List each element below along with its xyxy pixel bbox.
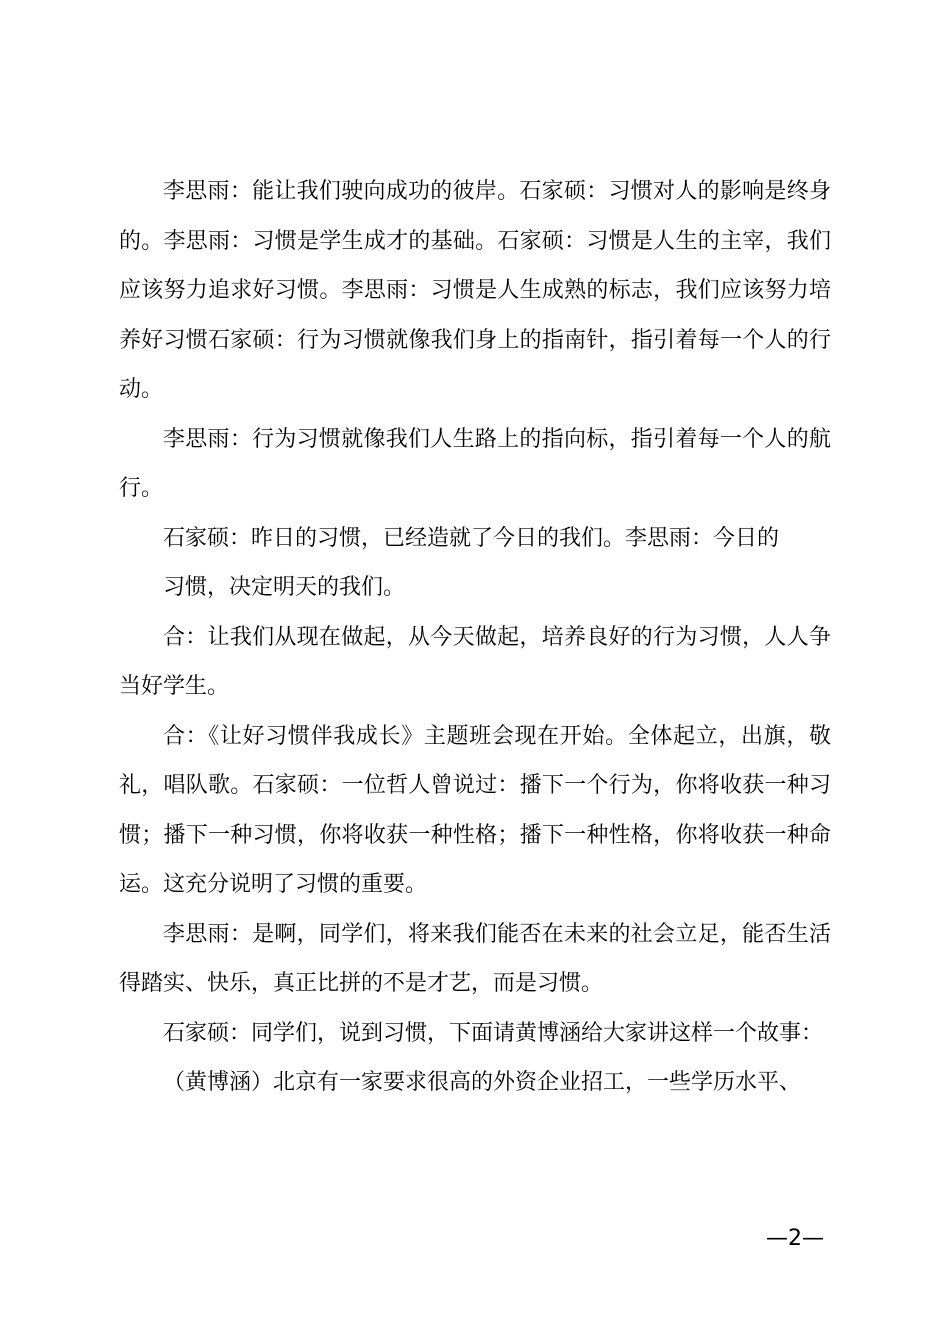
paragraph-7: 石家硕：同学们，说到习惯，下面请黄博涵给大家讲这样一个故事： (163, 1020, 824, 1046)
paragraph-4: 合：让我们从现在做起，从今天做起，培养良好的行为习惯，人人争当好学生。 (119, 624, 831, 699)
paragraph-6: 李思雨：是啊，同学们，将来我们能否在未来的社会立足，能否生活得踏实、快乐，真正比拼的不是才艺，而是习惯。 (119, 921, 831, 996)
paragraph-8: （黄博涵）北京有一家要求很高的外资企业招工，一些学历水平、 (163, 1070, 802, 1095)
document-body (119, 167, 831, 1108)
paragraph-2: 李思雨：行为习惯就像我们人生路上的指向标，指引着每一个人的航行。 (119, 426, 831, 501)
paragraph-3-continuation: 习惯，决定明天的我们。 (163, 575, 406, 600)
paragraph-5: 合：《让好习惯伴我成长》主题班会现在开始。全体起立，出旗，敬礼，唱队歌。石家硕：一位哲人曾说过：播下一个行为，你将收获一种习惯；播下一种习惯，你将收获一种性格；播下一种性格，你将收获一种命运。这充分说明了习惯的重要。 (119, 723, 831, 897)
page-number: —2— (766, 1226, 824, 1251)
paragraph-3: 石家硕：昨日的习惯，已经造就了今日的我们。李思雨：今日的 (163, 525, 780, 551)
paragraph-1: 李思雨：能让我们驶向成功的彼岸。石家硕：习惯对人的影响是终身的。李思雨：习惯是学生成才的基础。石家硕：习惯是人生的主宰，我们应该努力追求好习惯。李思雨：习惯是人生成熟的标志，我们应该努力培养好习惯石家硕：行为习惯就像我们身上的指南针，指引着每一个人的行动。 (119, 179, 831, 402)
